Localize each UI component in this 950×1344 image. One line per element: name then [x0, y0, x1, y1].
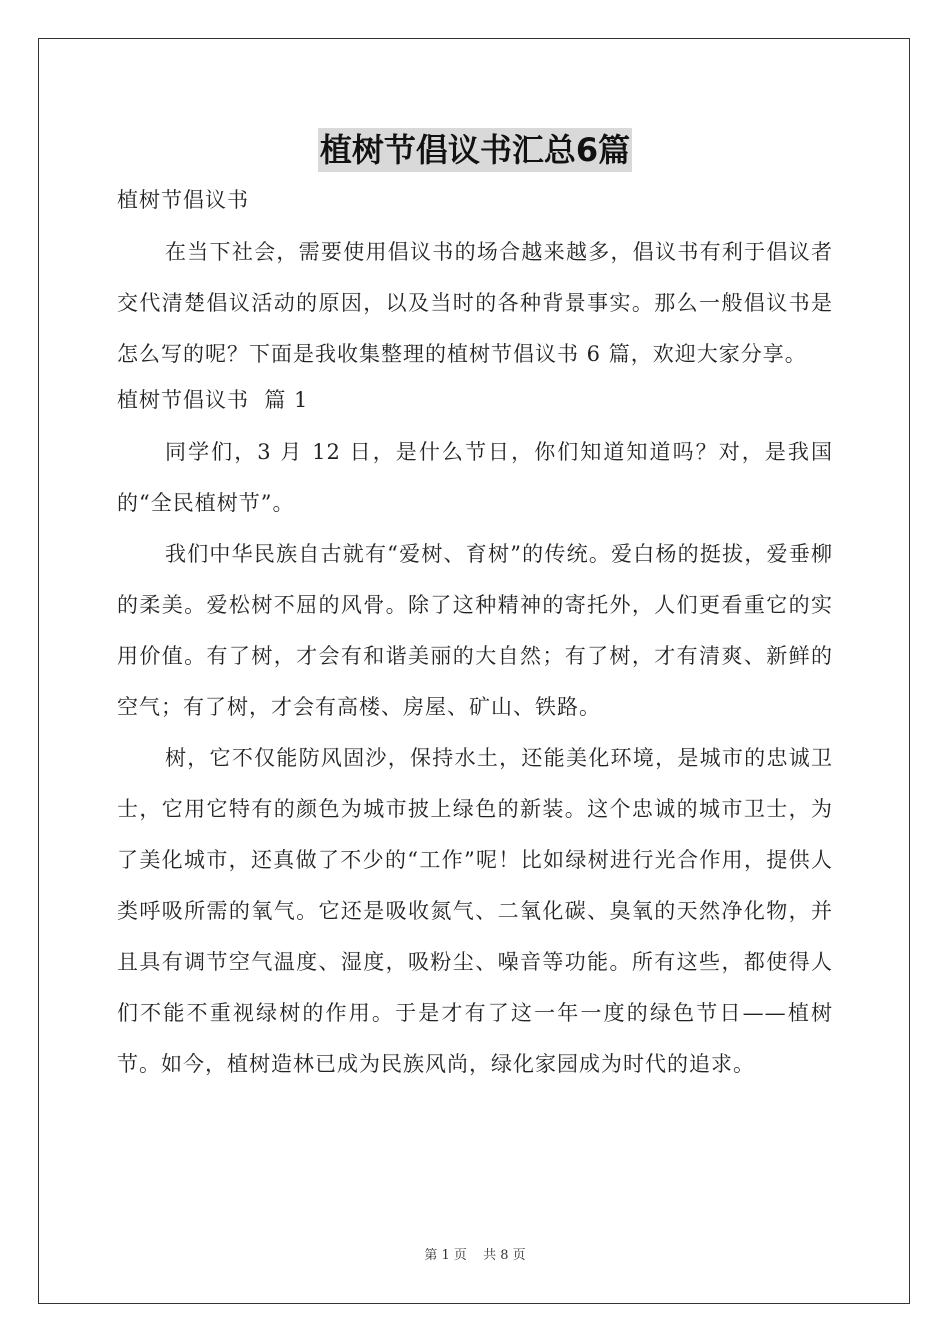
body-paragraph-3: 树，它不仅能防风固沙，保持水土，还能美化环境，是城市的忠诚卫士，它用它特有的颜色为城市披上绿色的新装。这个忠诚的城市卫士，为了美化城市，还真做了不少的“工作”呢！比如绿树进行光合作用，提供人类呼吸所需的氧气。它还是吸收氮气、二氧化碳、臭氧的天然净化物，并且具有调节空气温度、湿度，吸粉尘、噪音等功能。所有这些，都使得人们不能不重视绿树的作用。于是才有了这一年一度的绿色节日——植树节。如今，植树造林已成为民族风尚，绿化家园成为时代的追求。 — [117, 746, 833, 1076]
body-paragraph-2: 我们中华民族自古就有“爱树、育树”的传统。爱白杨的挺拔，爱垂柳的柔美。爱松树不屈的风骨。除了这种精神的寄托外，人们更看重它的实用价值。有了树，才会有和谐美丽的大自然；有了树，才有清爽、新鲜的空气；有了树，才会有高楼、房屋、矿山、铁路。 — [117, 542, 833, 719]
document-body — [117, 180, 833, 1090]
document-title: 植树节倡议书汇总6篇 — [318, 128, 632, 172]
intro-paragraph: 在当下社会，需要使用倡议书的场合越来越多，倡议书有利于倡议者交代清楚倡议活动的原因，以及当时的各种背景事实。那么一般倡议书是怎么写的呢？下面是我收集整理的植树节倡议书 6 篇，欢迎大家分享。 — [117, 240, 833, 366]
page-footer — [0, 1244, 950, 1263]
body-paragraph-1: 同学们，3 月 12 日，是什么节日，你们知道知道吗？对，是我国的“全民植树节”。 — [117, 440, 833, 515]
intro-heading: 植树节倡议书 — [117, 188, 249, 212]
section-heading: 植树节倡议书 篇 1 — [117, 388, 309, 412]
title-container — [0, 128, 950, 172]
page-number: 第 1 页 — [424, 1248, 467, 1263]
total-pages: 共 8 页 — [483, 1248, 526, 1263]
